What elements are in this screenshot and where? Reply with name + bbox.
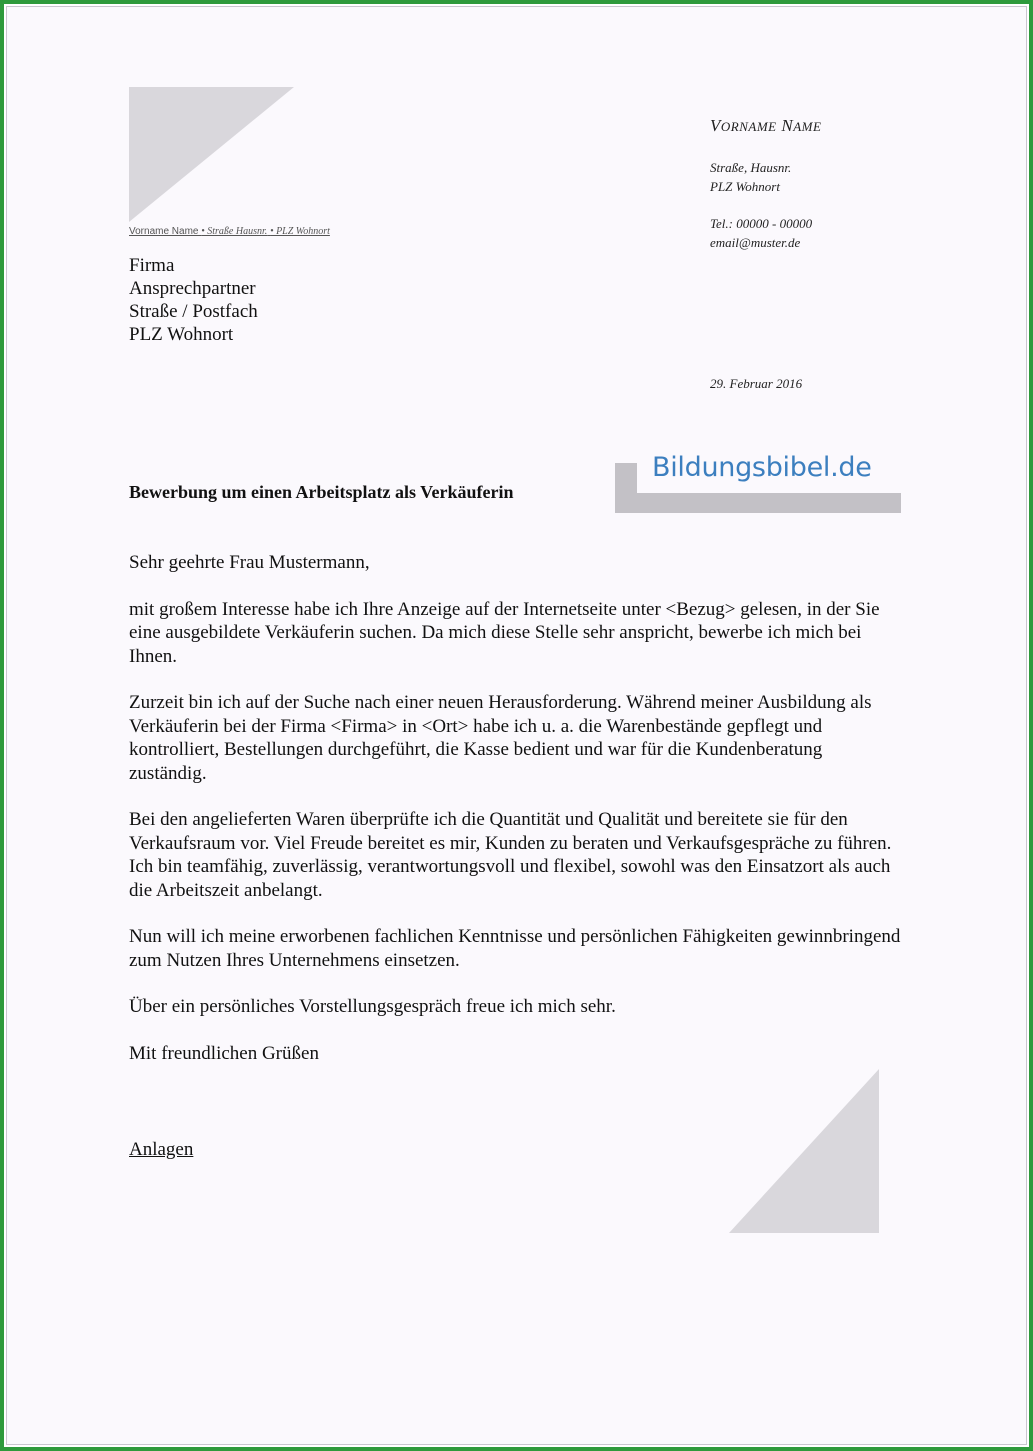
sender-last-initial: N — [781, 116, 794, 135]
sender-return-name: Vorname Name — [129, 226, 199, 237]
recipient-city: PLZ Wohnort — [129, 324, 234, 345]
sender-first-initial: V — [710, 116, 721, 135]
paragraph-2: Zurzeit bin ich auf der Suche nach einer neuen Herausforderung. Während meiner Ausbildung als Verkäuferin bei der Firma <Firma> in <Ort> habe ich u. a. die Warenbestände gepflegt und kontrolliert, Bestellungen durchgeführt, die Kasse bedient und war für die Kundenberatung zuständig. — [129, 692, 872, 784]
sender-phone: Tel.: 00000 - 00000 — [710, 216, 813, 231]
recipient-address — [129, 254, 258, 346]
recipient-contact: Ansprechpartner — [129, 278, 256, 299]
closing: Mit freundlichen Grüßen — [129, 1042, 319, 1064]
paragraph-4: Nun will ich meine erworbenen fachlichen Kenntnisse und persönlichen Fähigkeiten gewinnbringend zum Nutzen Ihres Unternehmens einsetzen. — [129, 926, 901, 971]
paragraph-5: Über ein persönliches Vorstellungsgespräch freue ich mich sehr. — [129, 996, 616, 1017]
recipient-street: Straße / Postfach — [129, 301, 258, 322]
sender-city: PLZ Wohnort — [710, 179, 780, 194]
sender-return-street: • Straße Hausnr. — [201, 226, 268, 237]
sender-first-rest: ORNAME — [720, 119, 777, 134]
sender-name — [710, 116, 821, 136]
sender-last-rest: AME — [793, 119, 822, 134]
logo-text: Bildungsbibel.de — [652, 452, 872, 483]
salutation: Sehr geehrte Frau Mustermann, — [129, 552, 370, 573]
letter-body — [129, 551, 904, 1088]
top-left-decoration — [129, 87, 294, 222]
sender-contact — [710, 214, 821, 252]
sender-return-line — [129, 226, 330, 237]
recipient-company: Firma — [129, 255, 175, 276]
sender-email: email@muster.de — [710, 235, 801, 250]
paragraph-1: mit großem Interesse habe ich Ihre Anzeige auf der Internetseite unter <Bezug> gelesen, in der Sie eine ausgebildete Verkäuferin suchen. Da mich diese Stelle sehr anspricht, bewerbe ich mich bei Ihnen. — [129, 598, 880, 667]
letter-subject: Bewerbung um einen Arbeitsplatz als Verkäuferin — [129, 482, 514, 502]
letter-date: 29. Februar 2016 — [710, 376, 803, 391]
paragraph-3: Bei den angelieferten Waren überprüfte ich die Quantität und Qualität und bereitete sie für den Verkaufsraum vor. Viel Freude bereitet es mir, Kunden zu beraten und Verkaufsgespräche zu führen. Ich bin teamfähig, zuverlässig, verantwortungsvoll und flexibel, sowohl was den Einsatzort als auch die Arbeitszeit anbelangt. — [129, 809, 892, 901]
bottom-right-decoration — [729, 1069, 879, 1233]
sender-return-city: • PLZ Wohnort — [270, 226, 330, 237]
sender-block — [710, 116, 821, 252]
sender-street: Straße, Hausnr. — [710, 160, 792, 175]
enclosures-label: Anlagen — [129, 1139, 194, 1160]
sender-address — [710, 158, 821, 196]
